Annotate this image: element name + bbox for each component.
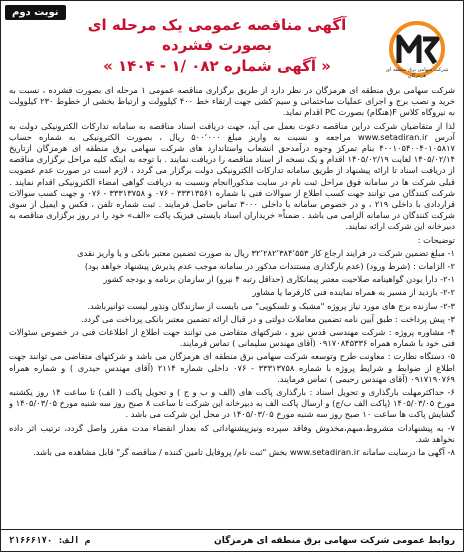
notice-paragraph: ۲-۱- دارا بودن گواهینامه صلاحیت معتبر پیمانکاری (حداقل رتبه ۴ نیرو) از سازمان برنامه و بودجه کشور (103, 274, 455, 285)
publisher-name: روابط عمومی شرکت سهامی برق منطقه ای هرمزگان (214, 535, 455, 546)
notice-body (9, 85, 455, 523)
notice-paragraph: ۲-۲- بازدید از مسیر به همراه نماینده فنی کارفرما یا مشاور (252, 287, 455, 298)
publication-round-badge: نوبت دوم (5, 5, 66, 20)
notice-title: آگهی مناقصه عمومی یک مرحله ای بصورت فشرده (87, 16, 347, 54)
notice-paragraph: ۶- حداکثرمهلت بارگذاری و تحویل اسناد : بارگذاری پاکت های (الف و ب و ج ) و تحویل پاکت ( الف) تا ساعت ۱۴ روز یکشنبه مورخ ۱۴۰۵/۰۳/۰۵ (پاکت الف ب/ج) و ارسال پاکت الف به دبیرخانه این شرکت تا ساعت ۸ صبح روز سه شنبه مورخ ۱۴۰۵/۰۳/۰۵ و گشایش پاکت ها ساعت ۱۰ صبح روز سه شنبه مورخ ۱۴۰۵/۰۳/۰۵ در محل این شرکت می باشد . (9, 387, 455, 420)
notice-paragraph: ۲- الزامات : (شرط ورود) (عدم بارگذاری مستندات مذکور در سامانه موجب عدم پذیرش پیشنهاد خواهد بود) (84, 261, 455, 272)
logo-caption: شرکت سهامی برق منطقه ای هرمزگان (385, 67, 449, 79)
notice-paragraph: ۲-۳- سازنده برج های مورد نیاز پروژه "مشبک و تلسکوپی" می بایست از سازندگان ونذور لیست توانیرباشد. (87, 300, 455, 311)
notice-paragraph: شرکت سهامی برق منطقه ای هرمزگان در نظر دارد از طریق برگزاری مناقصه عمومی ۱ مرحله ای بصورت فشرده ، نسبت به خرید و نصب برج و اجرای عملیات ساختمانی و سیم کشی جهت ارتقاء خط ۴۰۰ کیلوولت و ارتباط بخشی از خطوط ۲۳۰ کیلوولت به نیروگاه کلاس F(هنگام) بصورت PC اقدام نماید. (9, 85, 455, 118)
notice-paragraph: ۳- پیش پرداخت : طبق آیین نامه تضمین معاملات دولتی و در قبال ارائه تضمین معتبر بانکی پرداخت می گردد. (80, 313, 455, 324)
notice-paragraph: ۴- مشاوره پروژه : شرکت مهندسی قدس نیرو ، شرکتهای متقاضی می توانند جهت اطلاع از اطلاعات فنی در خصوص سئوالات فنی خود با شماره همراه ۰۹۱۷۰۸۴۵۳۳۶ (آقای مهندس سلیمانی ) تماس فرمایند. (9, 327, 455, 349)
notice-paragraph: ۷- به پیشنهادات مشروط،مبهم،مخدوش وفاقد سپرده ونیزپیشنهاداتی که بعداز انقضاء مدت مقرر واصل گردد، ترتیب اثر داده نخواهد شد. (9, 422, 455, 444)
notice-paragraph: ۱- مبلغ تضمین شرکت در فرایند ارجاع کار ۳۲٬۲۸۲٬۳۸۴٬۵۵۳ ریال به صورت تضمین معتبر بانکی و یا واریز نقدی (77, 247, 455, 258)
notice-paragraph: توضیحات : (417, 234, 455, 245)
notice-paragraph: لذا از متقاضیان شرکت دراین مناقصه دعوت بعمل می آید، جهت دریافت اسناد مناقصه به سامانه تدارکات الکترونیکی دولت به آدرس www.setadiran.ir مراجعه و نسبت به واریز مبلغ ۵۰۰٬۰۰۰ ریال ، بصورت الکترونیکی به شماره حساب ۴۰۰۱۰۵۴۰۰۴۰۱۰۵۸۱۷ بنام تمرکز وجوه درآمدحق انشعاب واستاندارد های شرکت سهامی برق منطقه ای هرمزگان ازتاریخ ۱۴۰۵/۰۲/۱۴ لغایت ۱۴۰۵/۰۲/۱۹ اقدام و یک نسخه از اسناد مناقصه را دریافت نمایند . با توجه به اینکه کلیه مراحل برگزاری مناقصه از دریافت اسناد تا ارائه پیشنهاد از طریق سامانه تدارکات الکترونیکی دولت برگزار می گردد ، لازم است در صورت عدم عضویت قبلی شرکت ها در سامانه فوق مراحل ثبت نام در سایت مذکوراانجام ونسبت به دریافت گواهی امضاء الکترونیکی اقدام نمایند . شرکت کنندگان می توانند جهت کسب اطلاع از سوالات فنی با شماره ۳۳۳۱۳۵۶۱ - ۰۷۶ و ۳۳۳۱۳۷۵۸ - ۰۷۶ و جهت کسب سوالات قراردادی با داخلی ۲۱۹ ، و در خصوص سامانه با داخلی ۳۰۰۰ تماس حاصل فرمایند . ثبت شماره تلفن ، فکس و ایمیل از سوی شرکت کنندگان در سامانه الزامی می باشد . ضمناً« خریداران اسناد بایستی فیزیک پاکت «الف» خود را در روز برگزاری مناقصه به دبیرخانه این شرکت ارائه نمایند. (9, 120, 455, 232)
notice-paragraph: ۵- دستگاه نظارت : معاونت طرح وتوسعه شرکت سهامی برق منطقه ای هرمزگان می باشد و شرکتهای متقاضی می توانند جهت اطلاع از ضوابط و شرایط پروژه با شماره ۳۳۳۱۳۷۵۸ - ۰۷۶ داخلی شماره ۲۱۱۴ (آقای مهندس حیدری ) و شماره همراه ۰۹۱۷۱۹۰۷۶۹ (آقای مهندس رحیمی ) تماس فرمایند. (9, 351, 455, 384)
notice-paragraph: ۸- آگهی ما درسایت سامانه www.setadiran.ir بخش "ثبت نام/ پروفایل تامین کننده / مناقصه گر" قابل مشاهده می باشد. (33, 447, 455, 458)
ad-code: ۲۱۶۶۶۱۷۰ :م الف (9, 535, 91, 546)
notice-number: « آگهی شماره ۰۸۲ /۱ - ۱۴۰۴ » (103, 57, 331, 75)
notice-header (61, 15, 373, 77)
notice-footer (1, 529, 463, 551)
